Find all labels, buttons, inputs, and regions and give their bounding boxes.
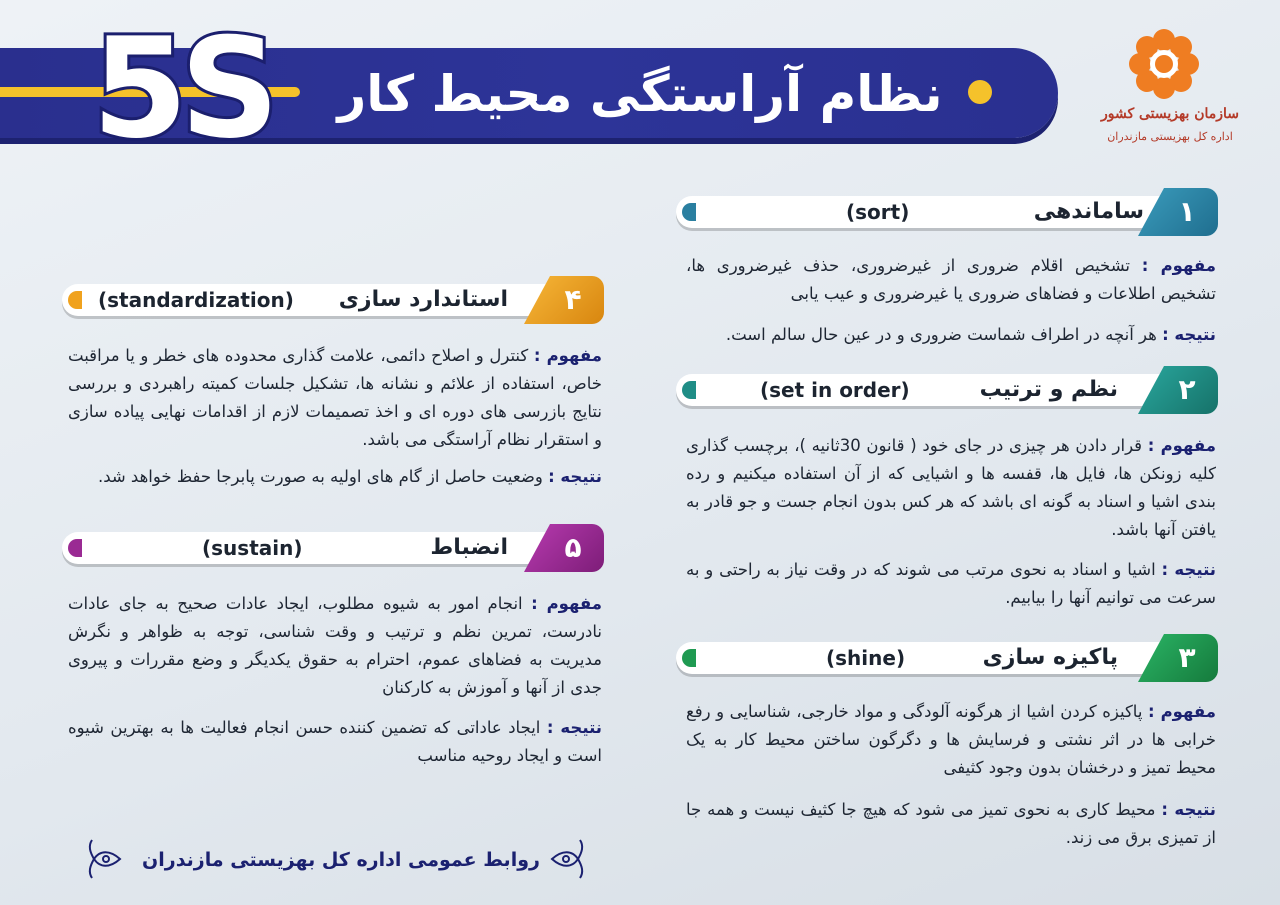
section-title-fa: پاکیزه سازی bbox=[982, 645, 1118, 670]
section-banner-set-in-order bbox=[676, 366, 1218, 414]
banner-dot-icon bbox=[682, 381, 696, 399]
section-title-en: (sustain) bbox=[202, 536, 303, 560]
result-label: نتیجه : bbox=[1161, 560, 1216, 579]
result-text: ایجاد عاداتی که تضمین کننده حسن انجام فعالیت ها به بهترین شیوه است و ایجاد روحیه مناسب bbox=[68, 718, 602, 765]
section-sustain-concept bbox=[68, 590, 602, 702]
section-title-fa: انضباط bbox=[430, 535, 508, 560]
section-banner-sustain bbox=[62, 524, 604, 572]
section-banner-shine bbox=[676, 634, 1218, 682]
section-number: ۱ bbox=[1178, 195, 1196, 228]
concept-text: تشخیص اقلام ضروری از غیرضروری، حذف غیرضروری ها، تشخیص اطلاعات و فضاهای ضروری یا غیرضروری و عیب یابی bbox=[686, 256, 1216, 303]
concept-label: مفهوم : bbox=[1147, 436, 1217, 455]
org-name: سازمان بهزیستی کشور bbox=[1100, 106, 1240, 122]
header-dot-icon bbox=[968, 80, 992, 104]
section-banner-sort bbox=[676, 188, 1218, 236]
section-title-fa: استاندارد سازی bbox=[338, 287, 508, 312]
result-text: محیط کاری به نحوی تمیز می شود که هیچ جا کثیف نیست و همه جا از تمیزی برق می زند. bbox=[686, 800, 1216, 847]
section-number: ۵ bbox=[564, 531, 582, 564]
banner-dot-icon bbox=[682, 203, 696, 221]
banner-dot-icon bbox=[68, 291, 82, 309]
section-sort-result bbox=[686, 321, 1216, 349]
result-label: نتیجه : bbox=[546, 718, 602, 737]
concept-text: قرار دادن هر چیزی در جای خود ( قانون 30ثانیه )، برچسب گذاری کلیه زونکن ها، فایل ها، قفسه ها و اشیایی که از آن استفاده میکنیم و رده بندی اشیا و اسناد به گونه ای باشد که هر کس بدون انجام جست و جو قادر به یافتن آنها باشد. bbox=[686, 436, 1216, 539]
concept-label: مفهوم : bbox=[1141, 256, 1216, 275]
result-label: نتیجه : bbox=[1162, 325, 1216, 344]
concept-label: مفهوم : bbox=[531, 594, 603, 613]
section-sustain-result bbox=[68, 714, 602, 770]
section-shine-concept bbox=[686, 698, 1216, 782]
result-label: نتیجه : bbox=[548, 467, 602, 486]
section-title-en: (sort) bbox=[846, 200, 910, 224]
section-set-in-order-concept bbox=[686, 432, 1216, 544]
result-text: وضعیت حاصل از گام های اولیه به صورت پابرجا حفظ خواهد شد. bbox=[97, 467, 543, 486]
banner-dot-icon bbox=[682, 649, 696, 667]
section-standardization-concept bbox=[68, 342, 602, 454]
concept-text: انجام امور به شیوه مطلوب، ایجاد عادات صحیح به جای عادات نادرست، تمرین نظم و ترتیب و وقت شناسی، توجه به ظواهر و نگرش مدیریت به فضاهای عموم، احترام به حقوق یکدیگر و وضع مقررات و پیروی جدی از آنها و آموزش به کارکنان bbox=[68, 594, 602, 697]
section-standardization-result bbox=[68, 463, 602, 491]
section-shine-result bbox=[686, 796, 1216, 852]
concept-label: مفهوم : bbox=[1147, 702, 1217, 721]
flower-logo-icon bbox=[1128, 28, 1200, 100]
section-set-in-order-result bbox=[686, 556, 1216, 612]
section-number: ۴ bbox=[564, 283, 582, 316]
section-title-en: (shine) bbox=[826, 646, 906, 670]
section-title-fa: ساماندهی bbox=[1033, 199, 1144, 224]
banner-dot-icon bbox=[68, 539, 82, 557]
result-text: اشیا و اسناد به نحوی مرتب می شوند که در وقت نیاز به راحتی و به سرعت می توانیم آنها را بیابیم. bbox=[686, 560, 1216, 607]
ornament-right-icon bbox=[548, 836, 588, 882]
footer-credit: روابط عمومی اداره کل بهزیستی مازندران bbox=[142, 849, 540, 871]
concept-text: کنترل و اصلاح دائمی، علامت گذاری محدوده های خطر و یا مراقبت خاص، استفاده از علائم و نشانه ها، تشکیل جلسات کمیته راهبردی و بررسی نتایج بازرسی های دوره ای و اخذ تصمیمات لازم از اقدامات نهایی پیاده سازی و استقرار نظام آراستگی می باشد. bbox=[68, 346, 602, 449]
section-title-en: (set in order) bbox=[760, 378, 910, 402]
result-text: هر آنچه در اطراف شماست ضروری و در عین حال سالم است. bbox=[725, 325, 1157, 344]
section-title-en: (standardization) bbox=[98, 288, 294, 312]
concept-text: پاکیزه کردن اشیا از هرگونه آلودگی و مواد خارجی، شناسایی و رفع خرابی ها در اثر نشتی و فرسایش ها و دگرگون ساختن محیط کار به یک محیط تمیز و درخشان بدون وجود کثیفی bbox=[686, 702, 1216, 777]
section-number: ۲ bbox=[1178, 373, 1196, 406]
section-sort-concept bbox=[686, 252, 1216, 308]
section-title-fa: نظم و ترتیب bbox=[979, 377, 1118, 402]
page-title: نظام آراستگی محیط کار bbox=[337, 65, 943, 123]
ornament-left-icon bbox=[84, 836, 124, 882]
section-number: ۳ bbox=[1178, 641, 1196, 674]
result-label: نتیجه : bbox=[1161, 800, 1216, 819]
org-subname: اداره کل بهزیستی مازندران bbox=[1107, 130, 1233, 143]
concept-label: مفهوم : bbox=[533, 346, 602, 365]
logo-5s: 5S bbox=[92, 8, 272, 169]
section-banner-standardization bbox=[62, 276, 604, 324]
